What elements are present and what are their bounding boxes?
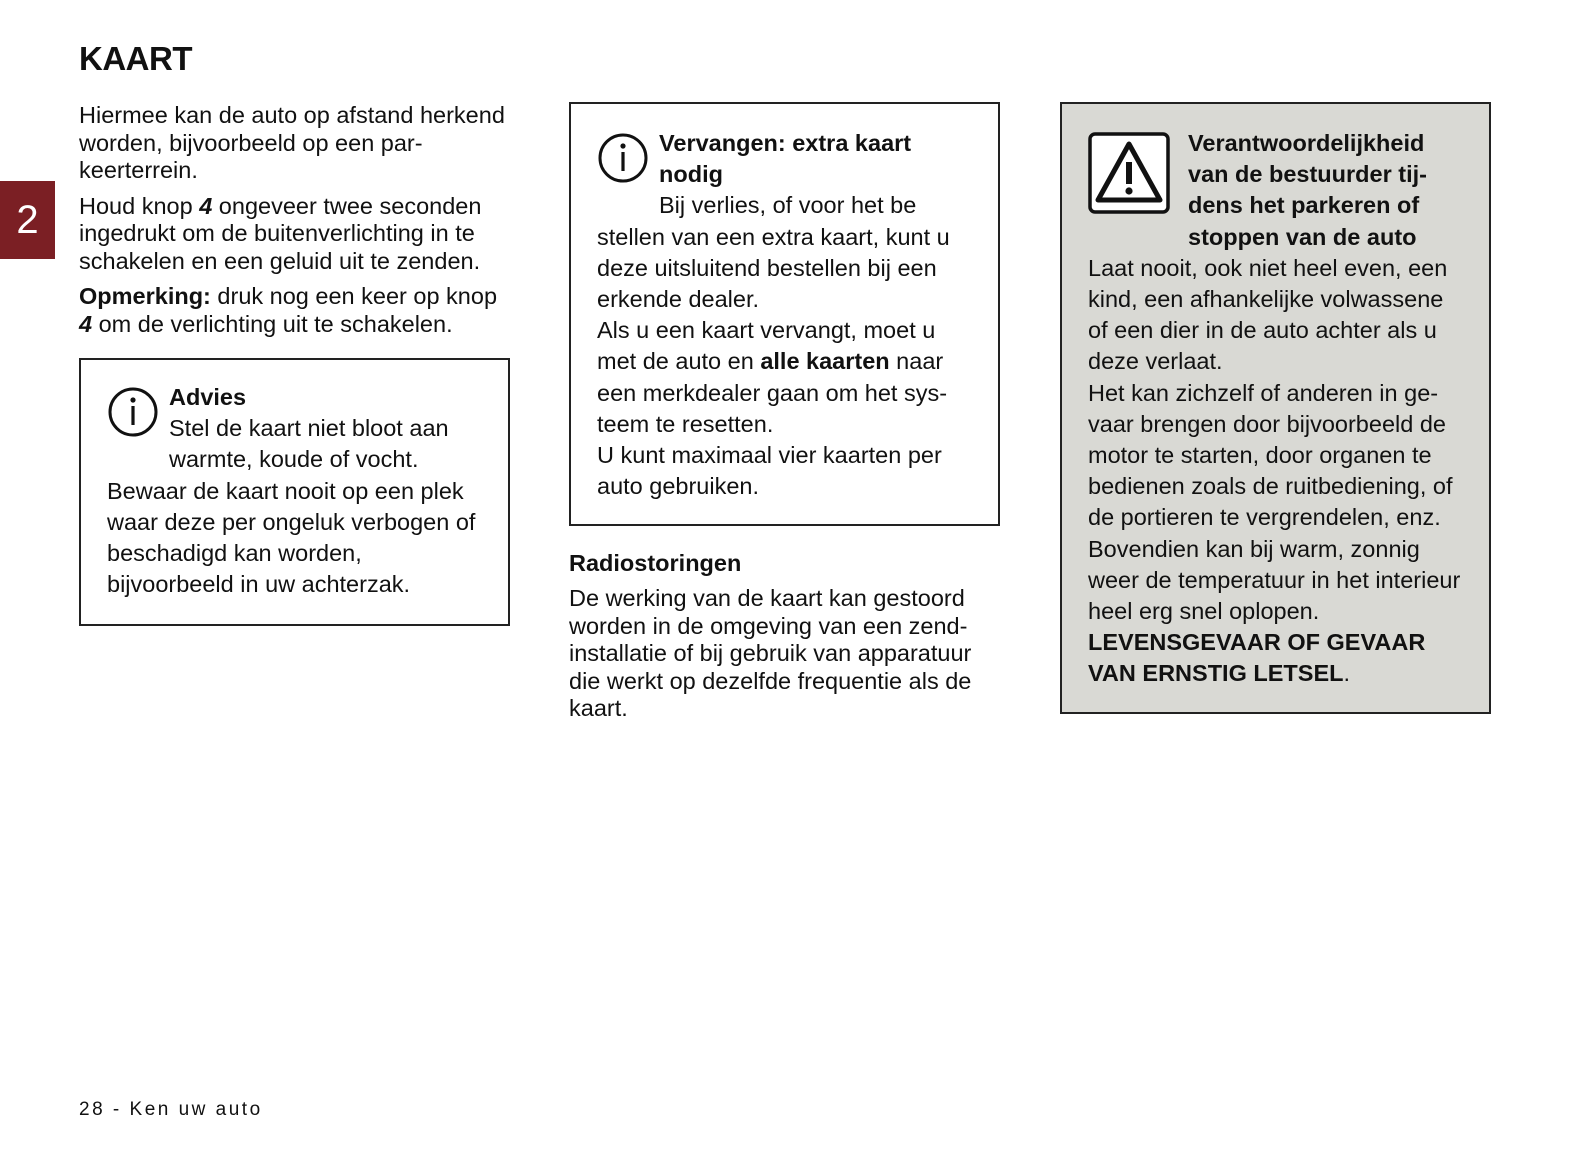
radio-heading: Radiostoringen [569,550,742,577]
vervangen-body-3: U kunt maximaal vier kaarten per auto gebruiken. [597,442,942,500]
warning-final: LEVENSGEVAAR OF GEVAAR VAN ERNSTIG LETSEL. [1088,629,1426,687]
info-icon [597,132,649,184]
info-icon [107,386,159,438]
warning-p3: Bovendien kan bij warm, zonnig weer de temperatuur in het interieur heel erg snel oplopen. [1088,535,1461,625]
warning-p2: Het kan zichzelf of anderen in gevaar brengen door bijvoorbeeld de motor te starten, door organen te bedienen zoals de ruitbediening, of de portieren te vergrendelen, enz. [1088,379,1453,531]
advies-box [79,358,510,626]
vervangen-body-2: Als u een kaart vervangt, moet u met de auto en alle kaarten naar een merkdealer gaan om het systeem te resetten. [597,317,948,437]
radio-text: De werking van de kaart kan gestoord worden in de omgeving van een zendinstallatie of bij gebruik van apparatuur die werkt op dezelfde frequentie als de kaart. [569,585,972,722]
page-title: KAART [79,40,192,77]
advies-title: Advies [169,384,247,410]
chapter-tab: 2 [0,181,55,259]
warning-box [1060,102,1491,714]
vervangen-box [569,102,1000,526]
warning-title: Verantwoordelijkheid van de bestuurder tijdens het parkeren of stoppen van de auto [1188,130,1427,250]
advies-body: Bewaar de kaart nooit op een plek waar deze per ongeluk verbogen of beschadigd kan worden, bijvoorbeeld in uw achterzak. [107,477,476,598]
remark-paragraph: Opmerking: druk nog een keer op knop 4 om de verlichting uit te schakelen. [79,283,498,337]
vervangen-intro: Bij verlies, of voor het be [659,192,917,219]
page-footer: 28 - Ken uw auto [79,1099,263,1120]
advies-line: Stel de kaart niet bloot aan warmte, koude of vocht. [169,415,449,473]
intro-paragraph: Hiermee kan de auto op afstand herkend worden, bijvoorbeeld op een parkeerterrein. [79,102,505,183]
warning-p1: Laat nooit, ook niet heel even, een kind, een afhankelijke volwassene of een dier in de auto achter als u deze verlaat. [1088,254,1448,375]
button-instruction: Houd knop 4 ongeveer twee seconden ingedrukt om de buitenverlichting in te schakelen en een geluid uit te zenden. [79,192,482,274]
column-middle [569,102,1004,731]
vervangen-title: Vervangen: extra kaart nodig [659,130,912,188]
warning-triangle-icon [1088,132,1170,214]
vervangen-body-1: stellen van een extra kaart, kunt u deze uitsluitend bestellen bij een erkende dealer. [597,223,950,313]
column-left [79,102,514,626]
column-right [1060,102,1495,714]
